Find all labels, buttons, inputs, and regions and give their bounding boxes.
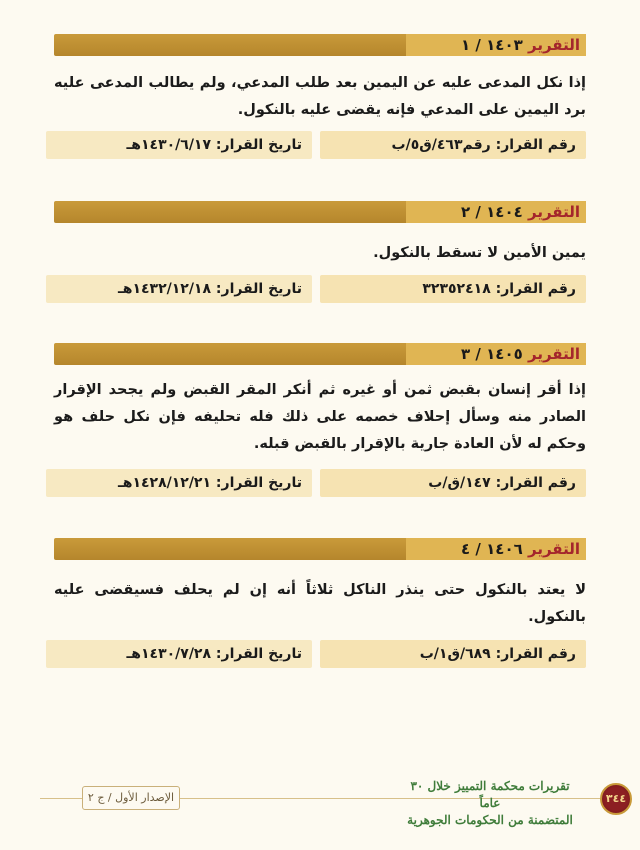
- report-text: لا يعتد بالنكول حتى ينذر الناكل ثلاثاً أنه إن لم يحلف فسيقضى عليه بالنكول.: [54, 582, 586, 625]
- report-heading-bar: [54, 343, 586, 365]
- report-heading: التقرير ١٤٠٣ / ١: [461, 36, 580, 54]
- report-text: إذا نكل المدعى عليه عن اليمين بعد طلب المدعي، ولم يطالب المدعى عليه برد اليمين على المدعي فإنه يقضى عليه بالنكول.: [54, 75, 586, 118]
- report-heading-bar: [54, 538, 586, 560]
- report-heading: التقرير ١٤٠٤ / ٢: [461, 203, 580, 221]
- decision-date: تاريخ القرار: ١٤٢٨/١٢/٢١هـ: [46, 469, 312, 497]
- report-heading-bar: [54, 201, 586, 223]
- decision-number: رقم القرار: رقم٤٦٣/ق٥/ب: [320, 131, 586, 159]
- decision-number: رقم القرار: ١٤٧/ق/ب: [320, 469, 586, 497]
- decision-number: رقم القرار: ٦٨٩/ق١/ب: [320, 640, 586, 668]
- page-number-badge: ٣٤٤: [600, 783, 632, 815]
- decision-date: تاريخ القرار: ١٤٣٢/١٢/١٨هـ: [46, 275, 312, 303]
- decision-number: رقم القرار: ٣٢٣٥٢٤١٨: [320, 275, 586, 303]
- report-text: يمين الأمين لا تسقط بالنكول.: [373, 245, 586, 261]
- report-heading: التقرير ١٤٠٦ / ٤: [461, 540, 580, 558]
- edition-label: الإصدار الأول / ج ٢: [82, 786, 180, 810]
- report-heading-bar: [54, 34, 586, 56]
- report-heading: التقرير ١٤٠٥ / ٣: [461, 345, 580, 363]
- book-title: تقريرات محكمة التمييز خلال ٣٠ عاماً المتضمنة من الحكومات الجوهرية: [407, 779, 573, 827]
- report-text: إذا أقر إنسان بقبض ثمن أو غيره ثم أنكر المقر القبض ولم يجحد الإقرار الصادر منه وسأل إحلاف خصمه على ذلك فله تحليفه فإن نكل حلف هو وحكم له لأن العادة جارية بالإقرار بالقبض قبله.: [54, 382, 586, 452]
- decision-date: تاريخ القرار: ١٤٣٠/٦/١٧هـ: [46, 131, 312, 159]
- decision-date: تاريخ القرار: ١٤٣٠/٧/٢٨هـ: [46, 640, 312, 668]
